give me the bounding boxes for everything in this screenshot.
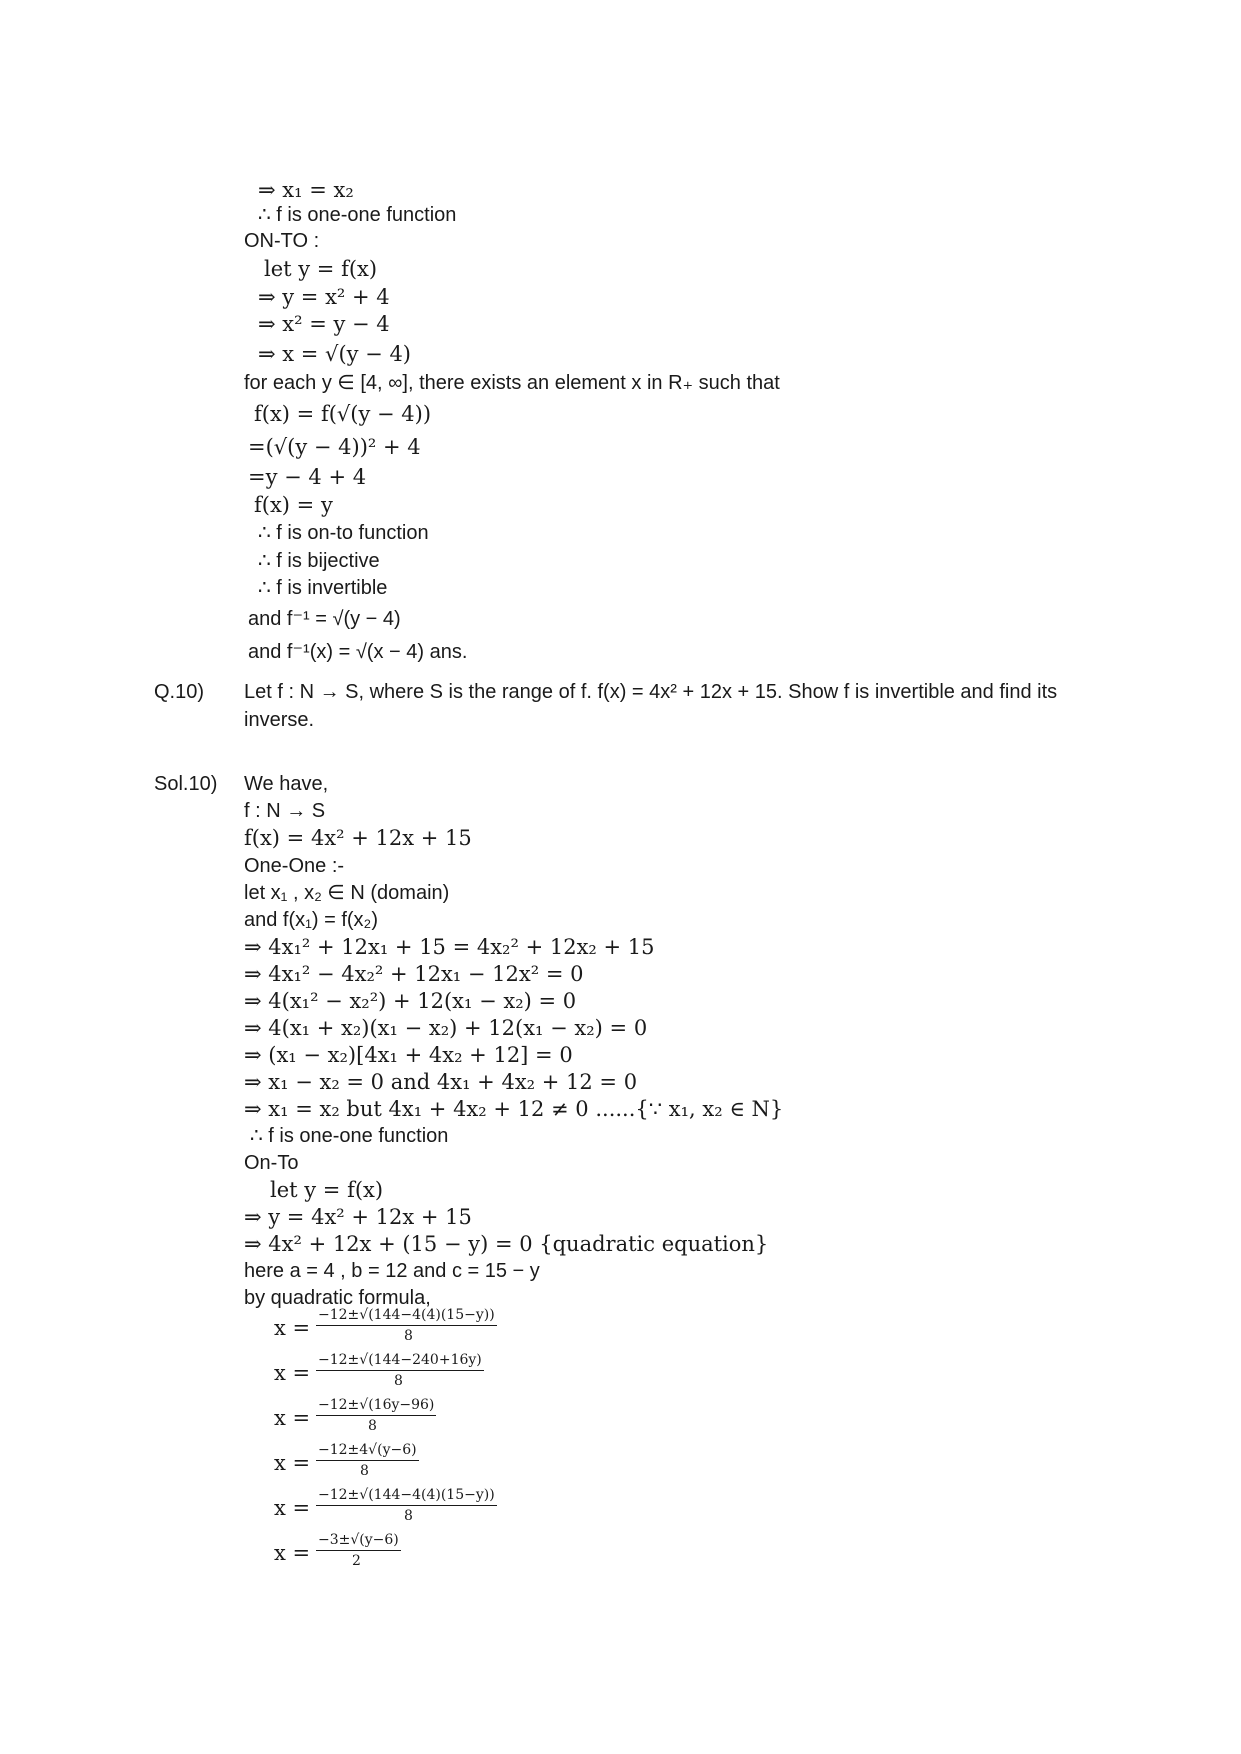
text-line: ∴ f is one-one function (258, 204, 457, 226)
fraction-denominator: 8 (360, 1463, 369, 1479)
math-line: f(x) = f(√(y − 4)) (254, 402, 432, 426)
math-line: ⇒ (x₁ − x₂)[4x₁ + 4x₂ + 12] = 0 (244, 1043, 573, 1067)
fraction-denominator: 8 (404, 1328, 413, 1344)
fraction-numerator: −12±√(144−4(4)(15−y)) (316, 1306, 497, 1326)
text-line: We have, (244, 773, 329, 795)
math-line: =y − 4 + 4 (248, 465, 367, 489)
fraction-lhs: x = (274, 1451, 311, 1475)
text-line: ∴ f is on-to function (258, 522, 429, 544)
section-heading-onto: ON-TO : (244, 230, 320, 252)
math-line: =(√(y − 4))² + 4 (248, 435, 421, 459)
fraction-numerator: −12±4√(y−6) (316, 1441, 419, 1461)
math-line: ⇒ x₁ = x₂ but 4x₁ + 4x₂ + 12 ≠ 0 ......{∵ x₁, x₂ ∈ N} (244, 1097, 784, 1121)
math-line: ⇒ x₁ = x₂ (258, 178, 354, 202)
text-line: by quadratic formula, (244, 1287, 431, 1309)
fraction-denominator: 8 (404, 1508, 413, 1524)
fraction-denominator: 8 (394, 1373, 403, 1389)
math-line: ⇒ 4x₁² − 4x₂² + 12x₁ − 12x² = 0 (244, 962, 584, 986)
math-line: ⇒ 4x₁² + 12x₁ + 15 = 4x₂² + 12x₂ + 15 (244, 935, 655, 959)
text-line: ∴ f is bijective (258, 550, 380, 572)
fraction-numerator: −12±√(16y−96) (316, 1396, 436, 1416)
text-line: ∴ f is one-one function (250, 1125, 449, 1147)
fraction-lhs: x = (274, 1541, 311, 1565)
math-line: let y = f(x) (270, 1178, 384, 1202)
text-line: f : N → S (244, 800, 326, 822)
text-line: for each y ∈ [4, ∞], there exists an element x in R₊ such that (244, 372, 780, 394)
text-line: here a = 4 , b = 12 and c = 15 − y (244, 1260, 540, 1282)
math-line: ⇒ x² = y − 4 (258, 312, 390, 336)
question-text: inverse. (244, 709, 315, 731)
fraction-numerator: −3±√(y−6) (316, 1531, 401, 1551)
math-line: ⇒ y = 4x² + 12x + 15 (244, 1205, 472, 1229)
fraction-lhs: x = (274, 1496, 311, 1520)
text-line: and f⁻¹(x) = √(x − 4) ans. (248, 641, 468, 663)
math-line: ⇒ 4(x₁² − x₂²) + 12(x₁ − x₂) = 0 (244, 989, 577, 1013)
question-label: Q.10) (154, 681, 205, 703)
text-line: let x₁ , x₂ ∈ N (domain) (244, 882, 450, 904)
fraction-denominator: 2 (352, 1553, 361, 1569)
fraction-numerator: −12±√(144−4(4)(15−y)) (316, 1486, 497, 1506)
section-heading-one-one: One-One :- (244, 855, 345, 877)
math-line: ⇒ y = x² + 4 (258, 285, 390, 309)
text-line: ∴ f is invertible (258, 577, 388, 599)
math-line: ⇒ x₁ − x₂ = 0 and 4x₁ + 4x₂ + 12 = 0 (244, 1070, 638, 1094)
math-line: ⇒ 4(x₁ + x₂)(x₁ − x₂) + 12(x₁ − x₂) = 0 (244, 1016, 648, 1040)
fraction-lhs: x = (274, 1406, 311, 1430)
fraction-numerator: −12±√(144−240+16y) (316, 1351, 484, 1371)
math-line: ⇒ 4x² + 12x + (15 − y) = 0 {quadratic equation} (244, 1232, 769, 1256)
text-line: and f(x₁) = f(x₂) (244, 909, 378, 931)
fraction-lhs: x = (274, 1361, 311, 1385)
math-line: let y = f(x) (264, 257, 378, 281)
question-text: Let f : N → S, where S is the range of f. f(x) = 4x² + 12x + 15. Show f is invertible and find its (244, 681, 1058, 703)
math-line: f(x) = y (254, 493, 333, 517)
fraction-denominator: 8 (368, 1418, 377, 1434)
solution-label: Sol.10) (154, 773, 218, 795)
text-line: and f⁻¹ = √(y − 4) (248, 608, 401, 630)
math-line: ⇒ x = √(y − 4) (258, 342, 411, 366)
fraction-lhs: x = (274, 1316, 311, 1340)
section-heading-onto: On-To (244, 1152, 299, 1174)
math-line: f(x) = 4x² + 12x + 15 (244, 826, 472, 850)
